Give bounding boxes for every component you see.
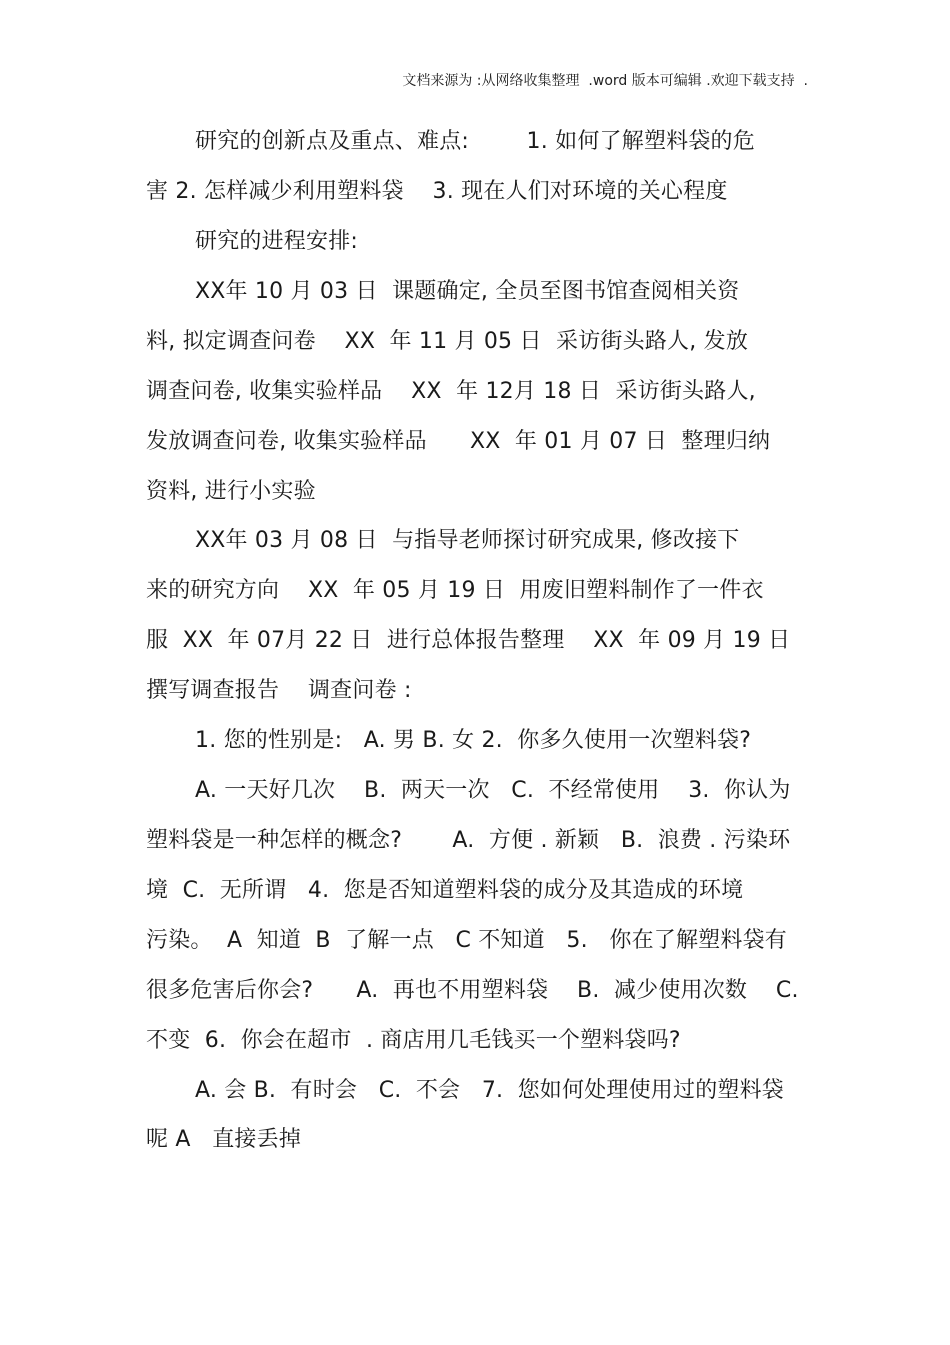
paragraph-line: 污染。 A 知道 B 了解一点 C 不知道 5. 你在了解塑料袋有	[146, 928, 787, 953]
paragraph-line: 不变 6. 你会在超市 . 商店用几毛钱买一个塑料袋吗?	[146, 1028, 681, 1053]
paragraph-line: 调查问卷, 收集实验样品 XX 年 12月 18 日 采访街头路人,	[146, 379, 756, 404]
paragraph-line: 境 C. 无所谓 4. 您是否知道塑料袋的成分及其造成的环境	[146, 878, 744, 903]
paragraph-line: 资料, 进行小实验	[146, 479, 316, 504]
paragraph-line: 发放调查问卷, 收集实验样品 XX 年 01 月 07 日 整理归纳	[146, 429, 771, 454]
paragraph-line: 料, 拟定调查问卷 XX 年 11 月 05 日 采访街头路人, 发放	[146, 329, 749, 354]
paragraph-line: A. 会 B. 有时会 C. 不会 7. 您如何处理使用过的塑料袋	[195, 1078, 784, 1103]
paragraph-line: 研究的进程安排:	[195, 229, 359, 254]
paragraph-line: XX年 10 月 03 日 课题确定, 全员至图书馆查阅相关资	[195, 279, 740, 304]
paragraph-line: 撰写调查报告 调查问卷 :	[146, 678, 412, 703]
paragraph-line: A. 一天好几次 B. 两天一次 C. 不经常使用 3. 你认为	[195, 778, 791, 803]
paragraph-line: 服 XX 年 07月 22 日 进行总体报告整理 XX 年 09 月 19 日	[146, 628, 791, 653]
paragraph-line: 害 2. 怎样减少利用塑料袋 3. 现在人们对环境的关心程度	[146, 179, 728, 204]
paragraph-line: 来的研究方向 XX 年 05 月 19 日 用废旧塑料制作了一件衣	[146, 578, 764, 603]
page-header-note: 文档来源为 :从网络收集整理 .word 版本可编辑 .欢迎下载支持 .	[402, 73, 808, 89]
paragraph-line: XX年 03 月 08 日 与指导老师探讨研究成果, 修改接下	[195, 528, 740, 553]
paragraph-line: 研究的创新点及重点、难点: 1. 如何了解塑料袋的危	[195, 129, 755, 154]
paragraph-line: 很多危害后你会? A. 再也不用塑料袋 B. 减少使用次数 C.	[146, 978, 799, 1003]
paragraph-line: 1. 您的性别是: A. 男 B. 女 2. 你多久使用一次塑料袋?	[195, 728, 752, 753]
paragraph-line: 塑料袋是一种怎样的概念? A. 方便 . 新颖 B. 浪费 . 污染环	[146, 828, 791, 853]
paragraph-line: 呢 A 直接丢掉	[146, 1127, 302, 1152]
